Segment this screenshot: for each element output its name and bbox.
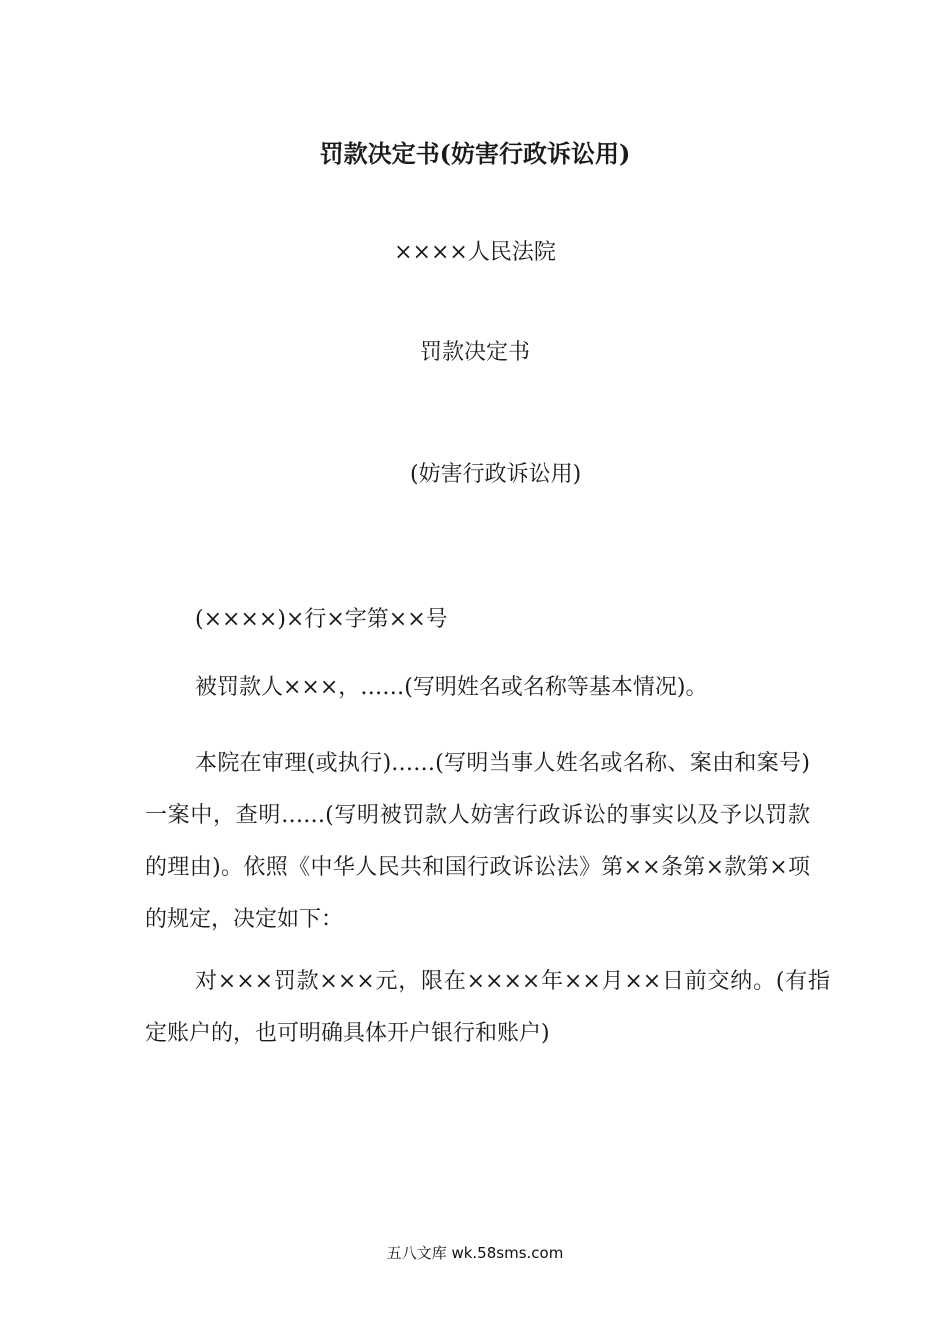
court-name: ××××人民法院 [394, 240, 556, 265]
document-usage: (妨害行政诉讼用) [410, 462, 582, 487]
document-title: 罚款决定书(妨害行政诉讼用) [319, 139, 631, 168]
footer-watermark: 五八文库 wk.58sms.com [386, 1244, 564, 1262]
case-number: (××××)×行×字第××号 [195, 607, 448, 632]
paragraph-facts: 本院在审理(或执行)……(写明当事人姓名或名称、案由和案号)一案中，查明……(写明被罚款人妨害行政诉讼的事实以及予以罚款的理由)。依照《中华人民共和国行政诉讼法》第××条第×款第×项的规定，决定如下： [145, 751, 810, 932]
document-type: 罚款决定书 [419, 340, 530, 365]
paragraph-decision: 对×××罚款×××元，限在××××年××月××日前交纳。(有指定账户的，也可明确具体开户银行和账户) [145, 969, 830, 1046]
paragraph-fined-party: 被罚款人×××，……(写明姓名或名称等基本情况)。 [195, 675, 708, 700]
